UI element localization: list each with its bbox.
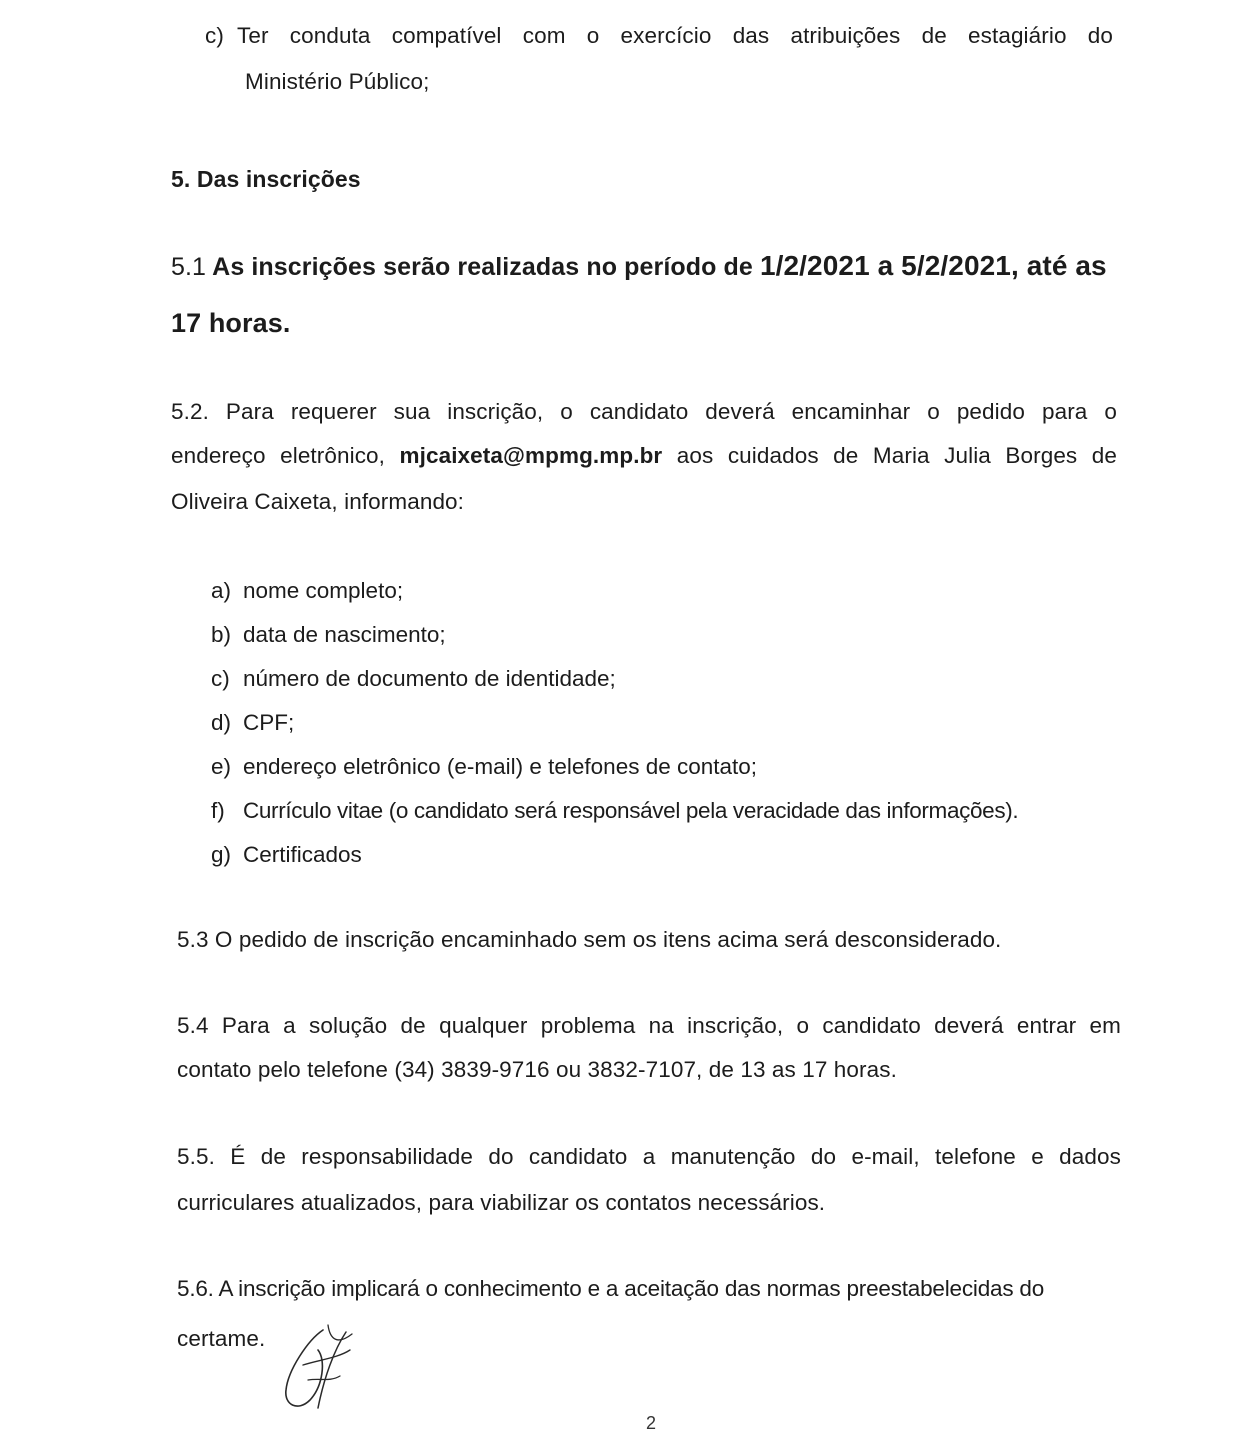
page-number: 2 bbox=[646, 1413, 657, 1433]
item-c-text-line-1: Ter conduta compatível com o exercício das atribuições de estagiário do bbox=[237, 23, 1113, 48]
p52-line2-b: aos cuidados de Maria Julia Borges de bbox=[662, 443, 1117, 468]
p51-date-range: 1/2/2021 a 5/2/2021 bbox=[759, 250, 1011, 281]
list-item-b bbox=[211, 621, 446, 649]
p52-line2-a: endereço eletrônico, bbox=[171, 443, 400, 468]
paragraph-5-6-line-2: certame. bbox=[177, 1326, 266, 1351]
list-text: Currículo vitae (o candidato será responsável pela veracidade das informações). bbox=[243, 798, 1019, 823]
section-heading: 5. Das inscrições bbox=[171, 166, 361, 192]
paragraph-5-4-line-1: 5.4 Para a solução de qualquer problema na inscrição, o candidato deverá entrar em bbox=[177, 1013, 1121, 1038]
item-c-line-2: Ministério Público; bbox=[245, 69, 430, 94]
p52-email-link: mjcaixeta@mpmg.mp.br bbox=[399, 443, 663, 468]
paragraph-5-2-line-3: Oliveira Caixeta, informando: bbox=[171, 489, 465, 514]
list-item-g bbox=[211, 841, 362, 869]
p51-text-b: , até as bbox=[1010, 250, 1107, 281]
list-text: data de nascimento; bbox=[243, 622, 446, 647]
p51-number: 5.1 bbox=[171, 253, 207, 281]
list-marker: c) bbox=[211, 666, 230, 691]
list-text: endereço eletrônico (e-mail) e telefones de contato; bbox=[243, 754, 758, 779]
list-text: nome completo; bbox=[243, 578, 404, 603]
item-c-line-1 bbox=[205, 22, 1113, 50]
paragraph-5-3: 5.3 O pedido de inscrição encaminhado sem os itens acima será desconsiderado. bbox=[177, 927, 1002, 952]
list-marker: d) bbox=[211, 710, 232, 735]
paragraph-5-2-line-2 bbox=[171, 442, 1117, 470]
item-c-marker: c) bbox=[205, 23, 224, 48]
list-item-e bbox=[211, 753, 757, 781]
list-item-f bbox=[211, 797, 1018, 825]
list-marker: b) bbox=[211, 622, 232, 647]
paragraph-5-1-line-1 bbox=[171, 249, 1107, 284]
list-marker: a) bbox=[211, 578, 232, 603]
list-item-c bbox=[211, 665, 616, 693]
paragraph-5-6-line-1: 5.6. A inscrição implicará o conhecimento e a aceitação das normas preestabelecidas do bbox=[177, 1276, 1045, 1301]
list-marker: e) bbox=[211, 754, 232, 779]
list-item-d bbox=[211, 709, 294, 737]
signature-initials bbox=[268, 1320, 368, 1420]
list-marker: f) bbox=[211, 798, 225, 823]
list-marker: g) bbox=[211, 842, 232, 867]
list-text: Certificados bbox=[243, 842, 362, 867]
list-text: CPF; bbox=[243, 710, 295, 735]
p51-text-a: As inscrições serão realizadas no período de bbox=[206, 253, 760, 281]
list-text: número de documento de identidade; bbox=[243, 666, 616, 691]
paragraph-5-1-line-2: 17 horas. bbox=[171, 308, 291, 338]
paragraph-5-4-line-2: contato pelo telefone (34) 3839-9716 ou 3832-7107, de 13 as 17 horas. bbox=[177, 1057, 897, 1082]
list-item-a bbox=[211, 577, 403, 605]
paragraph-5-5-line-2: curriculares atualizados, para viabilizar os contatos necessários. bbox=[177, 1190, 826, 1215]
paragraph-5-5-line-1: 5.5. É de responsabilidade do candidato a manutenção do e-mail, telefone e dados bbox=[177, 1144, 1121, 1169]
paragraph-5-2-line-1: 5.2. Para requerer sua inscrição, o candidato deverá encaminhar o pedido para o bbox=[171, 399, 1117, 424]
